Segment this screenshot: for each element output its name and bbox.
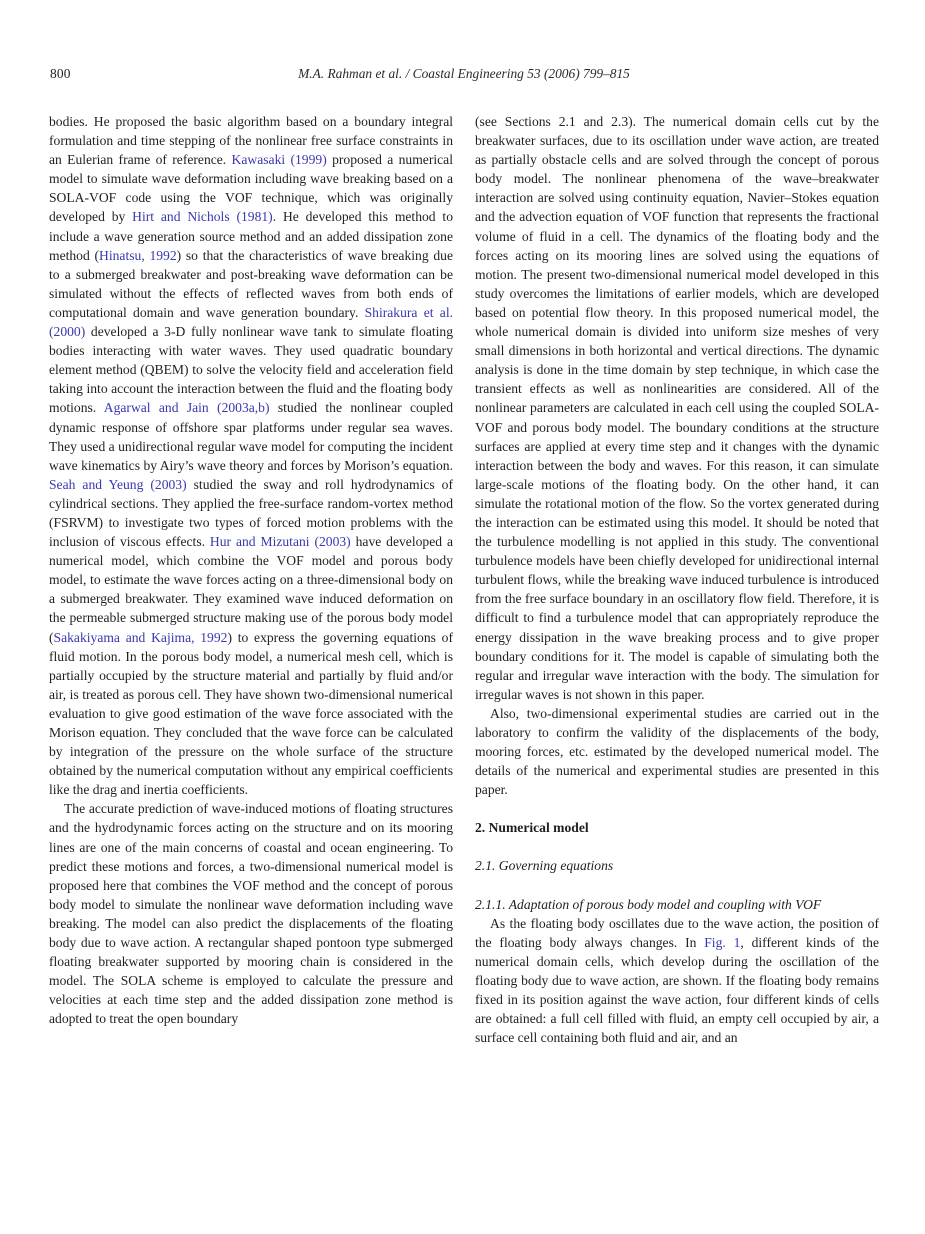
- paragraph: bodies. He proposed the basic algorithm based on a boundary integral formulation and time stepping of the nonlinear free surface constraints in an Eulerian frame of reference. Kawasaki (1999) proposed a numerical model to simulate wave deformation including wave breaking based on a SOLA-VOF code using the VOF technique, which was originally developed by Hirt and Nichols (1981). He developed this method to include a wave generation source method and an added dissipation zone method (Hinatsu, 1992) so that the characteristics of wave breaking due to a submerged breakwater and post-breaking wave deformation can be simulated without the effects of reflected waves from both ends of computational domain and wave generation boundary. Shirakura et al. (2000) developed a 3-D fully nonlinear wave tank to simulate floating bodies interacting with water waves. They used quadratic boundary element method (QBEM) to solve the velocity field and acceleration field taking into account the interaction between the fluid and the floating body motions. Agarwal and Jain (2003a,b) studied the nonlinear coupled dynamic response of offshore spar platforms under regular sea waves. They used a unidirectional regular wave model for computing the incident wave kinematics by Airy’s wave theory and forces by Morison’s equation. Seah and Yeung (2003) studied the sway and roll hydrodynamics of cylindrical sections. They applied the free-surface random-vortex method (FSRVM) to investigate two types of forced motion problems with the inclusion of viscous effects. Hur and Mizutani (2003) have developed a numerical model, which combine the VOF model and porous body model, to estimate the wave forces acting on a three-dimensional body on a submerged breakwater. They examined wave induced deformation on the permeable submerged structure making use of the porous body model (Sakakiyama and Kajima, 1992) to express the governing equations of fluid motion. In the porous body model, a numerical mesh cell, which is partially occupied by the structure material and partially by fluid and/or air, is treated as porous cell. They have shown two-dimensional numerical evaluation to give good estimation of the wave force associated with the Morison equation. They concluded that the wave force can be calculated by integration of the pressure on the whole surface of the structure obtained by the numerical computation without any empirical coefficients like the drag and inertia coefficients.: [49, 114, 454, 798]
- citation-link[interactable]: Hinatsu, 1992: [99, 247, 177, 263]
- right-column: [475, 112, 879, 1047]
- subsection-heading: 2.1. Governing equations: [475, 858, 614, 874]
- citation-link[interactable]: Sakakiyama and Kajima, 1992: [53, 629, 228, 645]
- subsection-heading: 2.1.1. Adaptation of porous body model and coupling with VOF: [475, 896, 822, 912]
- section-heading: 2. Numerical model: [475, 820, 589, 836]
- running-head: M.A. Rahman et al. / Coastal Engineering 53 (2006) 799–815: [298, 66, 630, 81]
- paragraph: The accurate prediction of wave-induced motions of floating structures and the hydrodynamic forces acting on the structure and on its mooring lines are one of the main concerns of coastal and ocean engineering. To predict these motions and forces, a two-dimensional numerical model is proposed here that combines the VOF method and the concept of porous body model to simulate the nonlinear wave deformation including wave breaking. The model can also predict the displacements of the floating body due to wave action. A rectangular shaped pontoon type submerged floating breakwater supported by mooring chain is considered in the model. The SOLA scheme is employed to calculate the pressure and velocities at each time step and the added dissipation zone method is adopted to treat the open boundary: [49, 801, 453, 1027]
- left-column: [49, 112, 453, 1047]
- page-header: [49, 66, 879, 86]
- citation-link[interactable]: Agarwal and Jain (2003a,b): [103, 400, 270, 416]
- paragraph: As the floating body oscillates due to the wave action, the position of the floating body always changes. In Fig. 1, different kinds of the numerical domain cells, which develop during the oscillation of the floating body due to wave action, are shown. If the floating body remains fixed in its position against the wave action, four different kinds of cells are obtained: a full cell filled with fluid, an empty cell occupied by air, a surface cell containing both fluid and air, and an: [475, 915, 879, 1046]
- citation-link[interactable]: Fig. 1: [704, 934, 741, 950]
- body-columns: [49, 112, 879, 1047]
- paragraph: (see Sections 2.1 and 2.3). The numerical domain cells cut by the breakwater surfaces, due to its oscillation under wave action, are treated as partially obstacle cells and are solved through the concept of porous body model. The nonlinear phenomena of the wave–breakwater interaction are solved using continuity equation, Navier–Stokes equation and the advection equation of VOF function that represents the fractional volume of fluid in a cell. The dynamics of the floating body and the forces acting on its mooring lines are solved using the equations of motion. The present two-dimensional numerical model developed in this study overcomes the limitations of earlier models, which are developed based on potential flow theory. In this proposed numerical model, the whole numerical domain is divided into uniform size meshes of very small dimensions in both horizontal and vertical directions. The dynamic analysis is done in the time domain by step technique, in which case the transient effects as well as nonlinearities are considered. All of the nonlinear parameters are calculated in each cell using the coupled SOLA-VOF and porous body model. The boundary conditions at the structure surfaces are applied at every time step and it changes with the dynamic interaction between the body and waves. For this reason, it can simulate large-scale motions of the floating body. On the other hand, it can simulate the rotational motion of the flow. So the vortex generated during the interaction can be estimated using this model. It should be noted that the turbulence modelling is not applied in this study. The conventional turbulence models have been chiefly developed for unidirectional internal turbulent flows, while the breaking wave induced turbulence is introduced from the free surface boundary in an oscillatory flow field. Therefore, it is difficult to find a turbulence model that can appropriately reproduce the energy dissipation in the wave breaking process and to give proper boundary conditions for it. The model is capable of simulating both the regular and irregular wave interaction with the body. The simulation for irregular waves is not shown in this paper.: [475, 114, 879, 702]
- citation-link[interactable]: Seah and Yeung (2003): [49, 476, 187, 492]
- citation-link[interactable]: Hirt and Nichols (1981): [132, 209, 273, 225]
- paragraph: Also, two-dimensional experimental studies are carried out in the laboratory to confirm the validity of the displacements of the body, mooring forces, etc. estimated by the developed numerical model. The details of the numerical and experimental studies are presented in this paper.: [475, 705, 879, 798]
- page-number: 800: [50, 66, 71, 81]
- citation-link[interactable]: Hur and Mizutani (2003): [209, 534, 351, 550]
- citation-link[interactable]: Shirakura et al. (2000): [49, 304, 453, 340]
- citation-link[interactable]: Kawasaki (1999): [231, 152, 327, 168]
